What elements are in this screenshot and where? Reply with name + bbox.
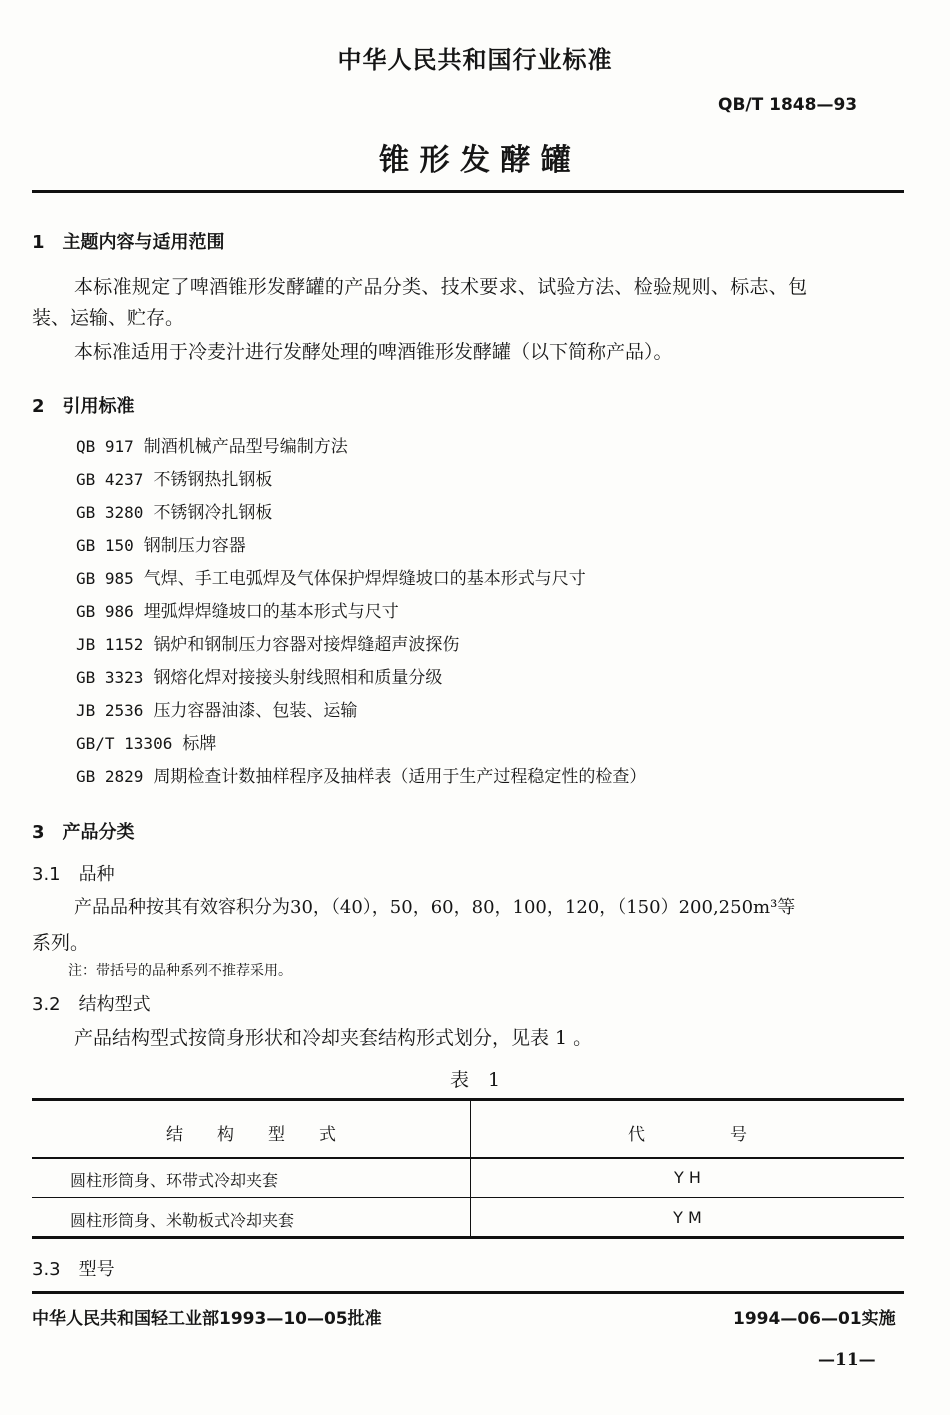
doc-title: 锥 形 发 酵 罐 xyxy=(379,143,571,178)
section-3-2-text: 产品结构型式按筒身形状和冷却夹套结构形式划分，见表 1 。 xyxy=(74,1027,593,1049)
table-cell-code: Y M xyxy=(673,1208,702,1227)
ref-title: 压力容器油漆、包装、运输 xyxy=(153,701,358,721)
ref-code: QB 917 xyxy=(76,437,134,456)
footer-rule xyxy=(32,1291,904,1294)
ref-item xyxy=(76,729,216,754)
table-cell-code: Y H xyxy=(674,1168,701,1187)
ref-code: JB 1152 xyxy=(76,635,144,654)
ref-code: GB 3280 xyxy=(76,503,144,522)
ref-code: GB 150 xyxy=(76,536,134,555)
ref-item xyxy=(76,531,246,556)
ref-code: GB/T 13306 xyxy=(76,734,173,753)
ref-item xyxy=(76,432,348,457)
org-title: 中华人民共和国行业标准 xyxy=(337,46,613,74)
table-row-rule xyxy=(32,1197,904,1198)
section-3-1-heading: 3.1 品种 xyxy=(32,864,115,885)
ref-item xyxy=(76,762,646,787)
ref-title: 制酒机械产品型号编制方法 xyxy=(143,437,348,457)
section-3-1-line2: 系列。 xyxy=(32,932,90,954)
ref-title: 不锈钢冷扎钢板 xyxy=(153,503,273,523)
approval-text: 中华人民共和国轻工业部1993—10—05批准 xyxy=(32,1309,382,1329)
table-header-type: 结 构 型 式 xyxy=(166,1125,336,1145)
table-caption: 表 1 xyxy=(449,1069,501,1091)
ref-title: 不锈钢热扎钢板 xyxy=(153,470,273,490)
section-1-heading: 1 主题内容与适用范围 xyxy=(32,232,225,253)
section-3-2-heading: 3.2 结构型式 xyxy=(32,994,151,1015)
table-header-rule xyxy=(32,1157,904,1159)
ref-title: 标牌 xyxy=(182,734,217,754)
section-1-para1-line2: 装、运输、贮存。 xyxy=(32,307,185,329)
ref-item xyxy=(76,696,357,721)
table-top-rule xyxy=(32,1098,904,1101)
ref-code: GB 3323 xyxy=(76,668,144,687)
ref-code: GB 2829 xyxy=(76,767,144,786)
ref-title: 钢熔化焊对接接头射线照相和质量分级 xyxy=(153,668,443,688)
ref-item xyxy=(76,663,442,688)
section-3-1-note: 注：带括号的品种系列不推荐采用。 xyxy=(68,963,292,979)
table-header-code: 代 号 xyxy=(628,1125,747,1145)
section-3-1-line1: 产品品种按其有效容积分为30，（40），50，60，80，100，120，（150）200,250m³等 xyxy=(74,897,796,918)
ref-item xyxy=(76,564,586,589)
ref-code: JB 2536 xyxy=(76,701,144,720)
ref-title: 埋弧焊焊缝坡口的基本形式与尺寸 xyxy=(143,602,399,622)
effective-date: 1994—06—01实施 xyxy=(733,1309,896,1329)
ref-title: 周期检查计数抽样程序及抽样表（适用于生产过程稳定性的检查） xyxy=(153,767,647,787)
ref-title: 锅炉和钢制压力容器对接焊缝超声波探伤 xyxy=(153,635,460,655)
standard-code: QB/T 1848—93 xyxy=(718,95,858,115)
section-3-3-heading: 3.3 型号 xyxy=(32,1259,115,1280)
ref-code: GB 4237 xyxy=(76,470,144,489)
ref-code: GB 985 xyxy=(76,569,134,588)
table-cell-type: 圆柱形筒身、米勒板式冷却夹套 xyxy=(70,1211,295,1230)
table-bottom-rule xyxy=(32,1236,904,1239)
ref-code: GB 986 xyxy=(76,602,134,621)
section-1-para2: 本标准适用于冷麦汁进行发酵处理的啤酒锥形发酵罐（以下简称产品）。 xyxy=(74,341,673,363)
title-rule xyxy=(32,190,904,193)
ref-item xyxy=(76,597,399,622)
ref-title: 气焊、手工电弧焊及气体保护焊焊缝坡口的基本形式与尺寸 xyxy=(143,569,586,589)
ref-item xyxy=(76,498,272,523)
ref-title: 钢制压力容器 xyxy=(143,536,246,556)
ref-item xyxy=(76,465,272,490)
section-2-heading: 2 引用标准 xyxy=(32,396,135,417)
table-cell-type: 圆柱形筒身、环带式冷却夹套 xyxy=(70,1171,279,1190)
section-3-heading: 3 产品分类 xyxy=(32,822,135,843)
ref-item xyxy=(76,630,459,655)
section-1-para1-line1: 本标准规定了啤酒锥形发酵罐的产品分类、技术要求、试验方法、检验规则、标志、包 xyxy=(74,276,808,298)
page-number: —11— xyxy=(818,1350,876,1370)
